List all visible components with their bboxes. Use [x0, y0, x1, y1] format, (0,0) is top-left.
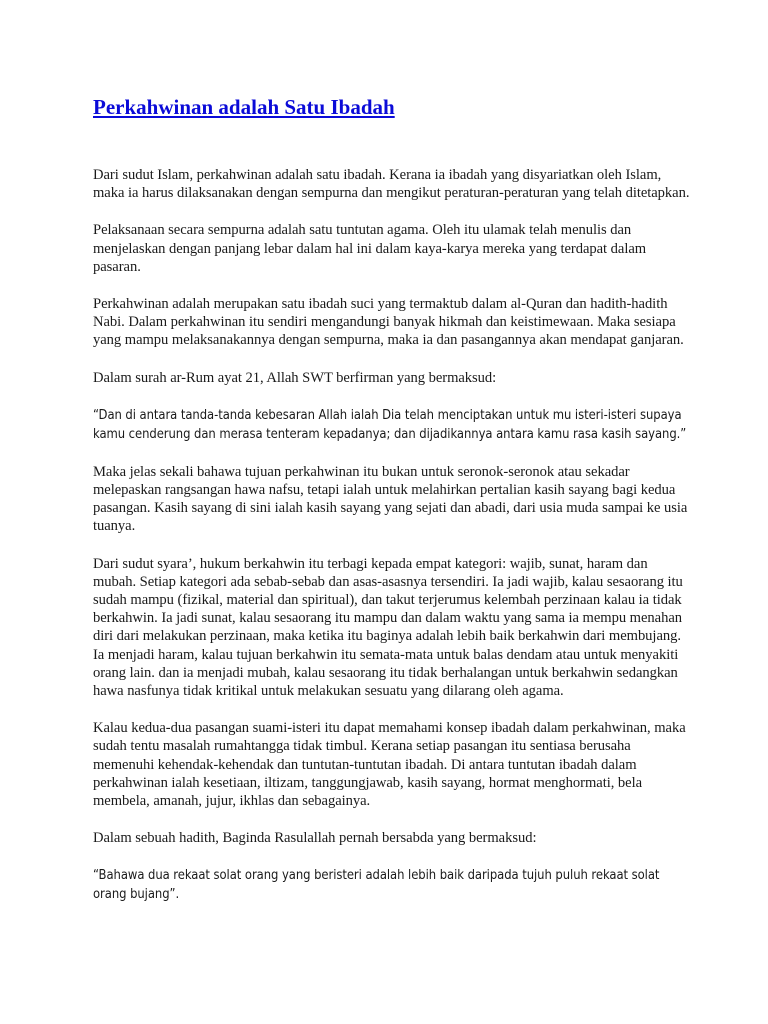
paragraph-hadith-intro: Dalam sebuah hadith, Baginda Rasulallah pernah bersabda yang bermaksud: — [93, 830, 537, 847]
paragraph-tujuan: Maka jelas sekali bahawa tujuan perkahwinan itu bukan untuk seronok-seronok atau sekadar melepaskan rangsangan hawa nafsu, tetapi ialah untuk melahirkan pertalian kasih sayang bagi kedua pasangan. Kasih sayang di sini ialah kasih sayang yang sejati dan abadi, dari usia muda sampai ke usia tuanya. — [93, 463, 688, 535]
paragraph-hukum: Dari sudut syara’, hukum berkahwin itu terbagi kepada empat kategori: wajib, sunat, haram dan mubah. Setiap kategori ada sebab-sebab dan asas-asasnya tersendiri. Ia jadi wajib, kalau sesaorang itu sudah mampu (fizikal, material dan spiritual), dan takut terjerumus kelembah perzinaan kalau ia tidak berkahwin. Ia jadi sunat, kalau sesaorang itu mampu dan dalam waktu yang sama ia mempu menahan diri dari melakukan perzinaan, maka ketika itu baginya adalah lebih baik berkahwin dari membujang. Ia menjadi haram, kalau tujuan berkahwin itu semata-mata untuk balas dendam atau untuk menyakiti orang lain. dan ia menjadi mubah, kalau sesaorang itu tidak berhalangan untuk berkahwin sedangkan hawa nasfunya tidak kritikal untuk melakukan sesuatu yang dilarang oleh agama. — [93, 555, 683, 700]
paragraph-intro: Dari sudut Islam, perkahwinan adalah satu ibadah. Kerana ia ibadah yang disyariatkan oleh Islam, maka ia harus dilaksanakan dengan sempurna dan mengikut peraturan-peraturan yang telah ditetapkan. — [93, 167, 690, 202]
quote-ar-rum: “Dan di antara tanda-tanda kebesaran Allah ialah Dia telah menciptakan untuk mu isteri-isteri supaya kamu cenderung dan merasa tenteram kepadanya; dan dijadikannya antara kamu rasa kasih sayang.” — [93, 407, 687, 442]
quote-hadith: “Bahawa dua rekaat solat orang yang beristeri adalah lebih baik daripada tujuh puluh rekaat solat orang bujang”. — [93, 868, 660, 903]
paragraph-pelaksanaan: Pelaksanaan secara sempurna adalah satu tuntutan agama. Oleh itu ulamak telah menulis dan menjelaskan dengan panjang lebar dalam hal ini dalam kaya-karya mereka yang terdapat dalam pasaran. — [93, 222, 647, 275]
paragraph-konsep: Kalau kedua-dua pasangan suami-isteri itu dapat memahami konsep ibadah dalam perkahwinan, maka sudah tentu masalah rumahtangga tidak timbul. Kerana setiap pasangan itu sentiasa berusaha memenuhi kehendak-kehendak dan tuntutan-tuntutan ibadah. Di antara tuntutan ibadah dalam perkahwinan ialah kesetiaan, iltizam, tanggungjawab, kasih sayang, hormat menghormati, bela membela, amanah, jujur, ikhlas dan sebagainya. — [93, 720, 686, 810]
paragraph-ibadah-suci: Perkahwinan adalah merupakan satu ibadah suci yang termaktub dalam al-Quran dan hadith-hadith Nabi. Dalam perkahwinan itu sendiri mengandungi banyak hikmah dan keistimewaan. Maka sesiapa yang mampu melaksanakannya dengan sempurna, maka ia dan pasangannya akan mendapat ganjaran. — [93, 296, 684, 349]
paragraph-surah-intro: Dalam surah ar-Rum ayat 21, Allah SWT berfirman yang bermaksud: — [93, 369, 497, 386]
document-page — [93, 94, 693, 923]
document-title[interactable]: Perkahwinan adalah Satu Ibadah — [93, 95, 395, 119]
